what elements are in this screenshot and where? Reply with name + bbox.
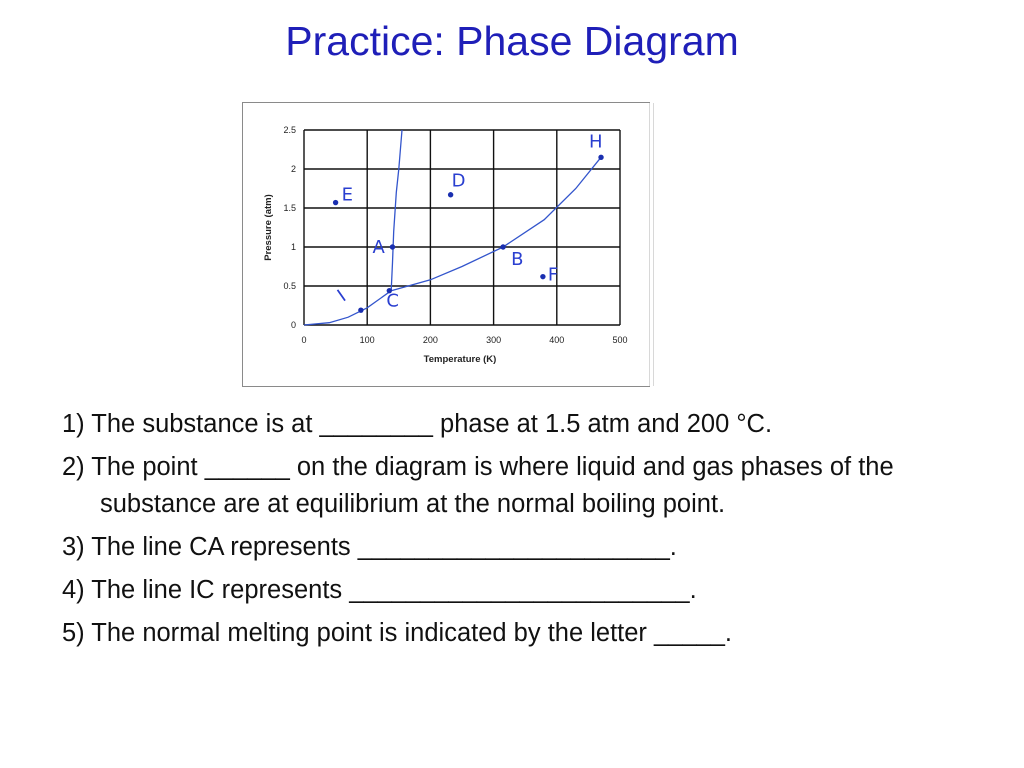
y-tick-label: 1 bbox=[290, 242, 296, 252]
question-4: 4) The line IC represents ________________________. bbox=[62, 576, 697, 604]
point-label-h: H bbox=[589, 131, 603, 153]
question-2: 2) The point ______ on the diagram is where liquid and gas phases of the substance are at equilibrium at the normal boiling point. bbox=[62, 453, 894, 518]
point-f bbox=[540, 274, 545, 279]
point-label-i: I bbox=[333, 286, 351, 307]
phase-diagram-svg bbox=[243, 103, 649, 386]
point-label-c: C bbox=[386, 290, 399, 312]
question-list bbox=[62, 406, 962, 658]
x-tick-label: 500 bbox=[612, 335, 628, 345]
point-h bbox=[598, 155, 603, 160]
y-tick-label: 2 bbox=[290, 164, 296, 174]
y-axis-label: Pressure (atm) bbox=[263, 194, 274, 261]
point-i bbox=[358, 307, 363, 312]
question-3: 3) The line CA represents ______________________. bbox=[62, 533, 677, 561]
series-curve-0 bbox=[304, 291, 391, 325]
y-tick-label: 0.5 bbox=[283, 281, 296, 291]
point-a bbox=[390, 244, 395, 249]
question-1: 1) The substance is at ________ phase at 1.5 atm and 200 °C. bbox=[62, 410, 773, 438]
y-tick-label: 1.5 bbox=[283, 203, 296, 213]
point-label-e: E bbox=[341, 184, 353, 206]
point-d bbox=[448, 192, 453, 197]
x-tick-label: 200 bbox=[422, 335, 438, 345]
y-tick-label: 0 bbox=[290, 320, 296, 330]
point-label-b: B bbox=[511, 249, 524, 270]
page-title: Practice: Phase Diagram bbox=[285, 18, 739, 64]
point-label-d: D bbox=[451, 170, 466, 192]
question-5: 5) The normal melting point is indicated by the letter _____. bbox=[62, 619, 732, 647]
series-curve-1 bbox=[391, 130, 402, 291]
series-curve-2 bbox=[391, 157, 601, 290]
point-b bbox=[500, 244, 505, 249]
point-e bbox=[333, 200, 338, 205]
y-tick-label: 2.5 bbox=[283, 125, 296, 135]
frame-edge bbox=[649, 103, 654, 386]
x-tick-label: 400 bbox=[549, 335, 565, 345]
x-tick-label: 100 bbox=[359, 335, 375, 345]
point-label-a: A bbox=[372, 237, 385, 258]
point-label-f: F bbox=[547, 264, 559, 286]
x-tick-label: 300 bbox=[486, 335, 502, 345]
phase-diagram-chart bbox=[242, 102, 650, 387]
x-axis-label: Temperature (K) bbox=[423, 354, 497, 365]
x-tick-label: 0 bbox=[301, 335, 307, 345]
